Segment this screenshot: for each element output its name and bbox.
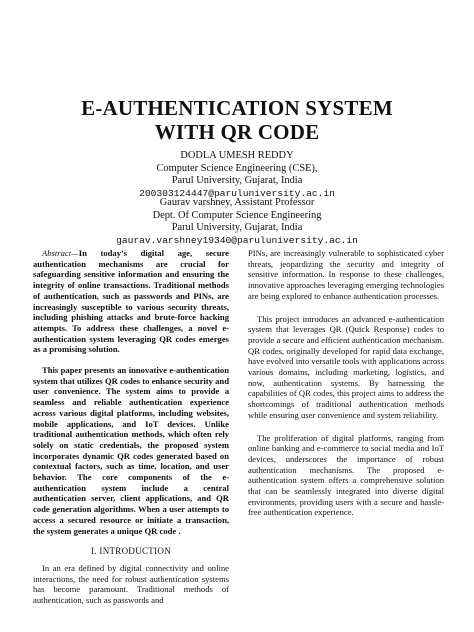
author-2-univ: Parul University, Gujarat, India: [171, 222, 303, 234]
author-block-2: [0, 197, 474, 247]
author-1-dept: Computer Science Engineering (CSE),: [156, 162, 318, 174]
section-heading-introduction: I. INTRODUCTION: [91, 546, 171, 557]
author-2-email: gaurav.varshney19340@paruluniversity.ac.in: [116, 234, 358, 246]
paragraph-gap: [248, 302, 444, 314]
right-column: [248, 248, 444, 518]
title-line-1: E-AUTHENTICATION SYSTEM: [81, 96, 393, 120]
author-block-1: [0, 150, 474, 200]
paragraph-gap: [248, 421, 444, 433]
author-1-email: 200303124447@paruluniversity.ac.in: [139, 187, 335, 199]
right-paragraph-3: The proliferation of digital platforms, ranging from online banking and e-commerce to social media and IoT devices, underscores the importance of robust authentication mechanisms. The proposed e-authentication system offers a comprehensive solution that can be seamlessly integrated into diverse digital environments, providing users with a secure and hassle-free authentication experience.: [248, 432, 444, 518]
abstract: [33, 248, 229, 536]
abstract-paragraph-1: [33, 248, 229, 355]
right-paragraph-1: PINs, are increasingly vulnerable to sophisticated cyber threats, jeopardizing the security and integrity of sensitive information. In response to these challenges, innovative approaches leveraging emerging technologies are being explored to enhance authentication processes.: [248, 248, 444, 301]
author-2-dept: Dept. Of Computer Science Engineering: [152, 209, 322, 221]
abstract-paragraph-2: This paper presents an innovative e-authentication system that utilizes QR codes to enhance security and user convenience. The system aims to provide a seamless and reliable authentication experience across various digital platforms, including websites, mobile applications, and IoT devices. Unlike traditional authentication methods, which often rely solely on static credentials, the proposed system incorporates dynamic QR codes generated based on contextual factors, such as time, location, and user behavior. The core components of the e-authentication system include a central authentication server, client applications, and QR code generation algorithms. When a user attempts to access a secured resource or initiate a transaction, the system generates a unique QR code .: [33, 365, 229, 536]
intro-paragraph-1: In an era defined by digital connectivity and online interactions, the need for robust authentication systems has become paramount. Traditional methods of authentication, such as passwords and: [33, 562, 229, 606]
abstract-text-1: In today’s digital age, secure authentication mechanisms are crucial for safeguarding sensitive information and ensuring the integrity of online transactions. Traditional methods of authentication, such as passwords and PINs, are increasingly susceptible to various security threats, including phishing attacks and brute-force hacking attempts. To address these challenges, a novel e-authentication system leveraging QR codes emerges as a promising solution.: [33, 248, 229, 355]
left-column: [33, 248, 229, 606]
abstract-dash: —: [71, 248, 79, 258]
author-1-name: DODLA UMESH REDDY: [180, 150, 294, 161]
paper-title: [0, 96, 474, 144]
right-paragraph-2: This project introduces an advanced e-authentication system that leverages QR (Quick Response) codes to provide a secure and efficient authentication mechanism. QR codes, originally developed for rapid data exchange, have evolved into versatile tools with applications across various domains, including marketing, logistics, and now, authentication systems. By harnessing the capabilities of QR codes, this project aims to address the shortcomings of traditional authentication methods while ensuring user convenience and system reliability.: [248, 313, 444, 420]
title-line-2: WITH QR CODE: [154, 120, 320, 144]
abstract-label: Abstract: [42, 248, 72, 258]
author-1-univ: Parul University, Gujarat, India: [171, 175, 303, 187]
author-2-name: Gaurav varshney, Assistant Professor: [159, 197, 315, 208]
